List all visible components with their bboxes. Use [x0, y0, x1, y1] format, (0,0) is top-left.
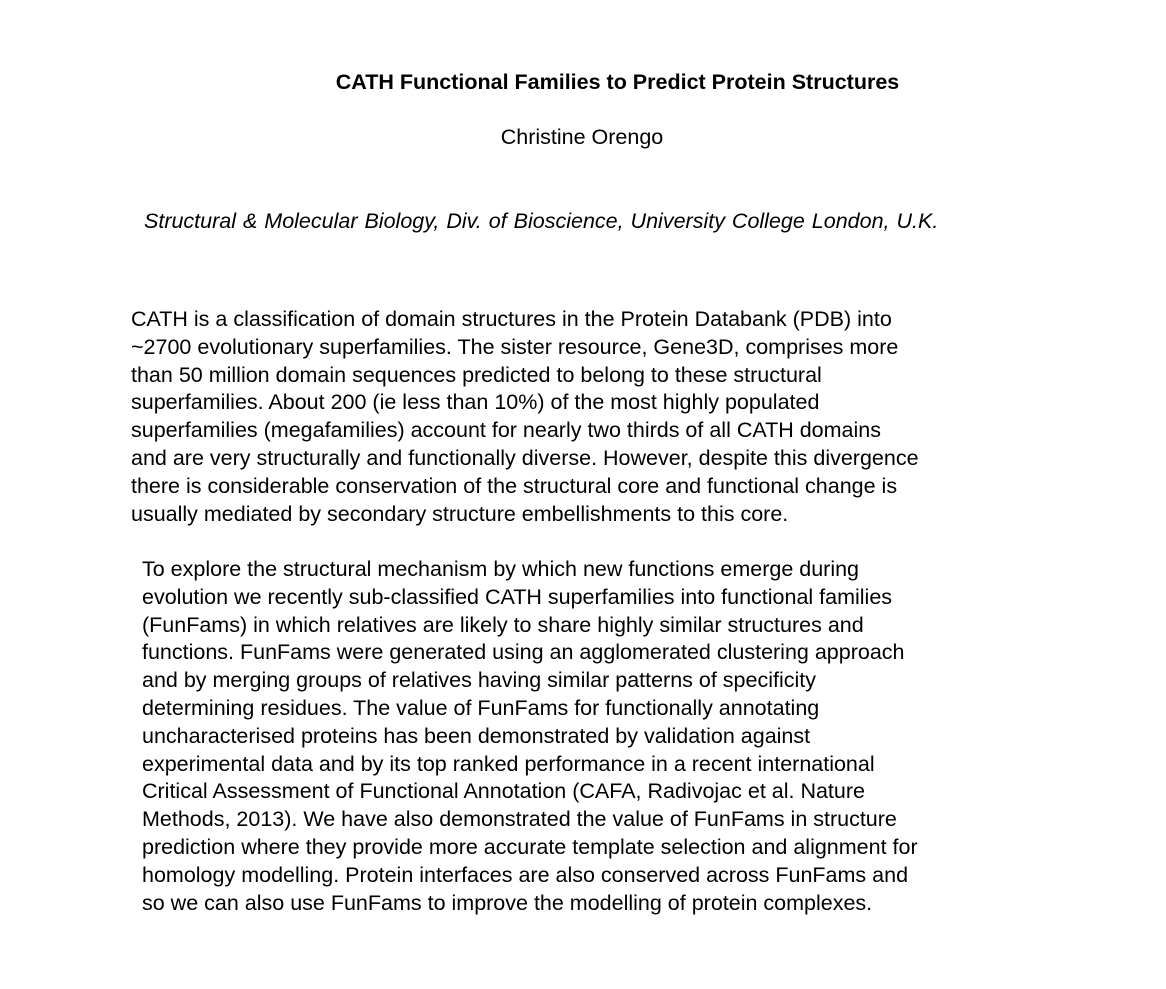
text-line: evolution we recently sub-classified CATH superfamilies into functional families: [142, 584, 893, 609]
text-line: ~2700 evolutionary superfamilies. The sister resource, Gene3D, comprises more: [131, 334, 899, 359]
text-line: prediction where they provide more accurate template selection and alignment for: [142, 834, 918, 859]
text-line: uncharacterised proteins has been demonstrated by validation against: [142, 723, 811, 748]
text-line: Critical Assessment of Functional Annotation (CAFA, Radivojac et al. Nature: [142, 779, 865, 804]
text-line: superfamilies. About 200 (ie less than 10%) of the most highly populated: [131, 390, 820, 415]
text-line: so we can also use FunFams to improve the modelling of protein complexes.: [142, 890, 873, 915]
paper-title: CATH Functional Families to Predict Protein Structures: [335, 70, 900, 94]
author-name: Christine Orengo: [500, 125, 664, 149]
text-line: than 50 million domain sequences predicted to belong to these structural: [131, 362, 822, 387]
text-line: experimental data and by its top ranked performance in a recent international: [142, 751, 875, 776]
text-line: and are very structurally and functionally diverse. However, despite this divergence: [131, 445, 919, 470]
text-line: To explore the structural mechanism by which new functions emerge during: [142, 557, 860, 581]
text-line: Methods, 2013). We have also demonstrated the value of FunFams in structure: [142, 807, 897, 832]
text-line: superfamilies (megafamilies) account for nearly two thirds of all CATH domains: [131, 418, 881, 443]
author-affiliation: Structural & Molecular Biology, Div. of Bioscience, University College London, U.K.: [144, 209, 939, 233]
text-line: homology modelling. Protein interfaces are also conserved across FunFams and: [142, 862, 909, 887]
text-line: there is considerable conservation of the structural core and functional change is: [131, 473, 898, 498]
abstract-paragraph-2: [142, 556, 918, 917]
text-line: determining residues. The value of FunFams for functionally annotating: [142, 695, 820, 720]
text-line: usually mediated by secondary structure embellishments to this core.: [131, 501, 789, 526]
text-line: CATH is a classification of domain structures in the Protein Databank (PDB) into: [131, 307, 892, 331]
text-line: functions. FunFams were generated using an agglomerated clustering approach: [142, 640, 905, 665]
text-line: and by merging groups of relatives having similar patterns of specificity: [142, 668, 816, 693]
text-line: (FunFams) in which relatives are likely to share highly similar structures and: [142, 612, 864, 637]
abstract-paragraph-1: [131, 306, 919, 528]
